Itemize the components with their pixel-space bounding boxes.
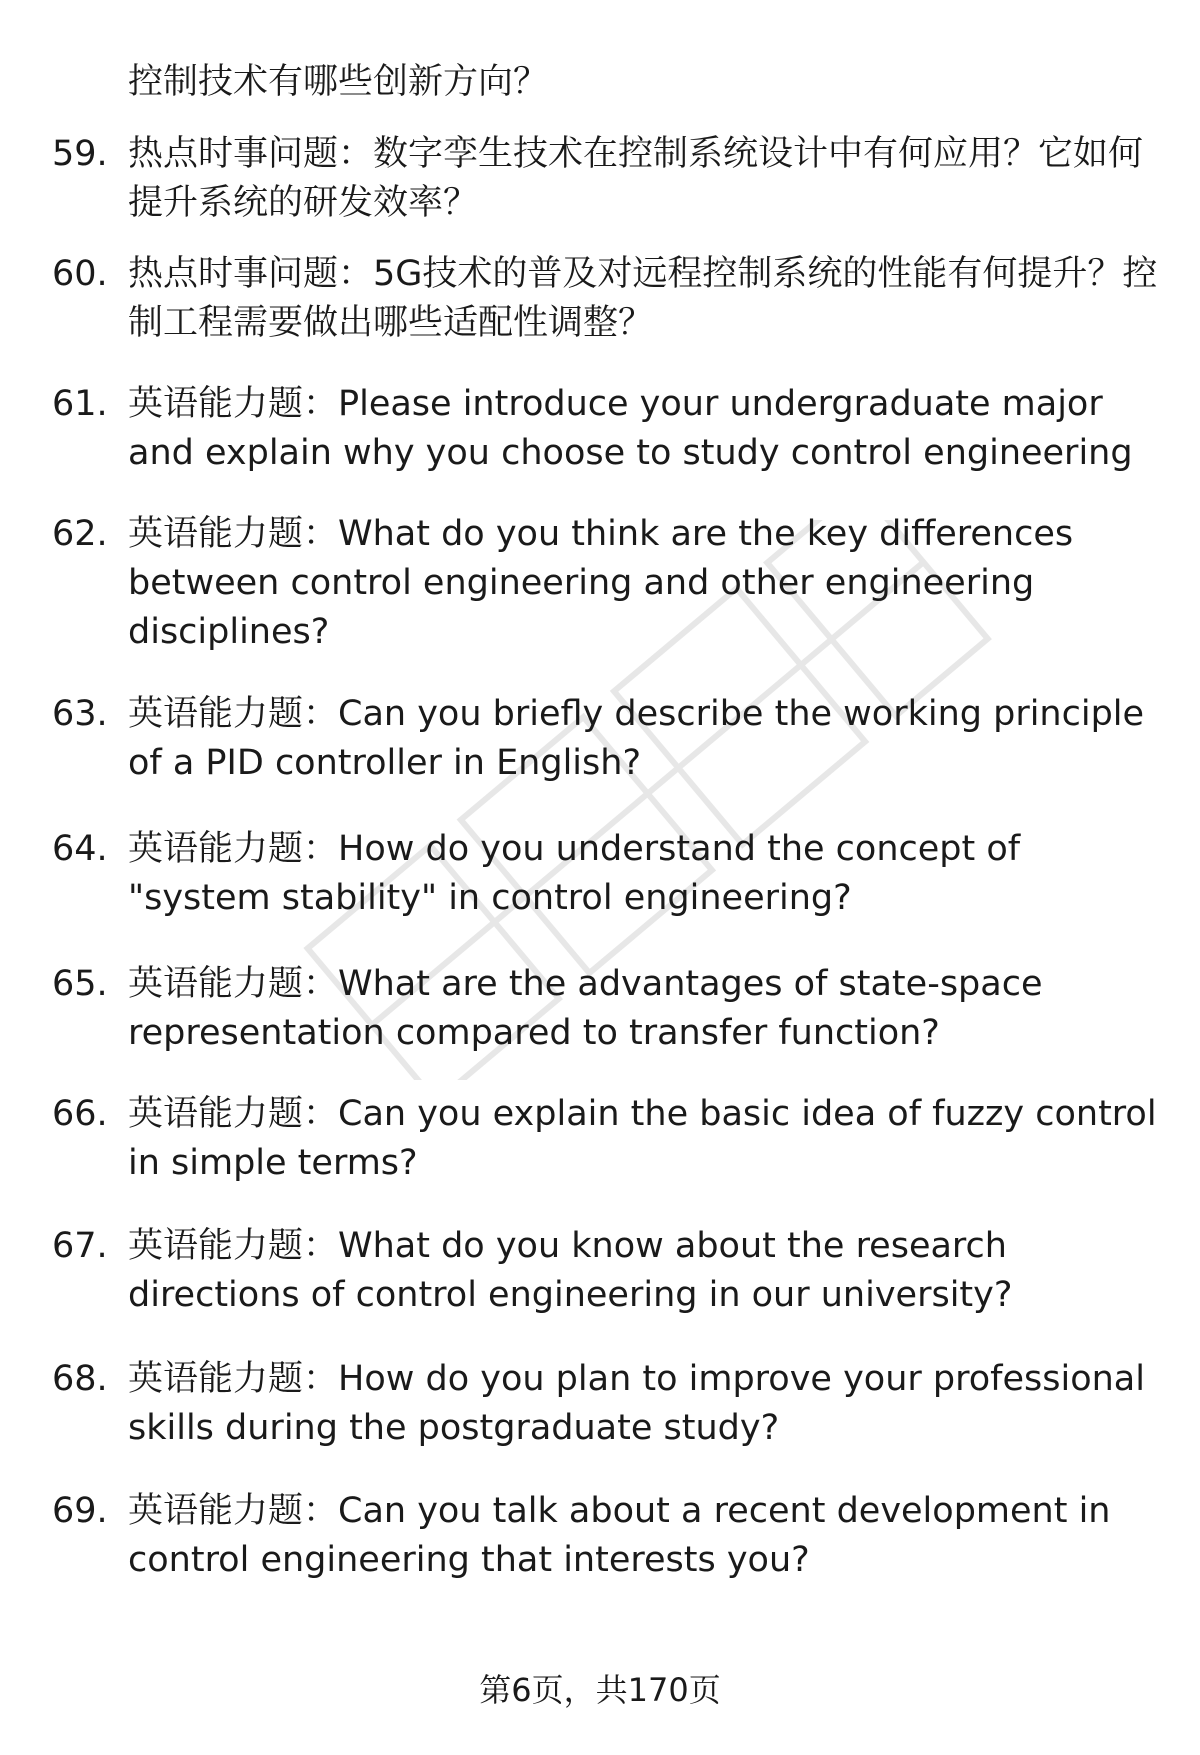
question-number: 59. <box>52 134 108 174</box>
question-text: 英语能力题：What do you think are the key differences between control engineering and other engineering disciplines? <box>128 514 1074 652</box>
question-text: 英语能力题：Can you talk about a recent development in control engineering that interests you? <box>128 1491 1111 1580</box>
question-number: 61. <box>52 384 108 424</box>
question-number: 66. <box>52 1094 108 1134</box>
question-text: 英语能力题：What are the advantages of state-space representation compared to transfer function? <box>128 964 1043 1053</box>
question-text: 热点时事问题：5G技术的普及对远程控制系统的性能有何提升？控制工程需要做出哪些适配性调整？ <box>128 254 1158 343</box>
question-number: 60. <box>52 254 108 294</box>
question-text: 英语能力题：Can you briefly describe the working principle of a PID controller in English? <box>128 694 1145 783</box>
question-number: 68. <box>52 1359 108 1399</box>
question-text: 英语能力题：What do you know about the research directions of control engineering in our university? <box>128 1226 1013 1315</box>
question-text: 英语能力题：How do you plan to improve your professional skills during the postgraduate study? <box>128 1359 1145 1448</box>
question-text: 英语能力题：Can you explain the basic idea of fuzzy control in simple terms? <box>128 1094 1157 1183</box>
page-footer: 第6页，共170页 <box>479 1671 721 1709</box>
question-text: 热点时事问题：数字孪生技术在控制系统设计中有何应用？它如何提升系统的研发效率？ <box>128 134 1144 223</box>
question-number: 65. <box>52 964 108 1004</box>
continuation-text: 控制技术有哪些创新方向？ <box>128 62 549 102</box>
question-number: 62. <box>52 514 108 554</box>
question-number: 67. <box>52 1226 108 1266</box>
question-number: 64. <box>52 829 108 869</box>
question-text: 英语能力题：Please introduce your undergraduate major and explain why you choose to study control engineering <box>128 384 1133 473</box>
question-text: 英语能力题：How do you understand the concept of "system stability" in control engineering? <box>128 829 1021 918</box>
question-number: 69. <box>52 1491 108 1531</box>
question-number: 63. <box>52 694 108 734</box>
